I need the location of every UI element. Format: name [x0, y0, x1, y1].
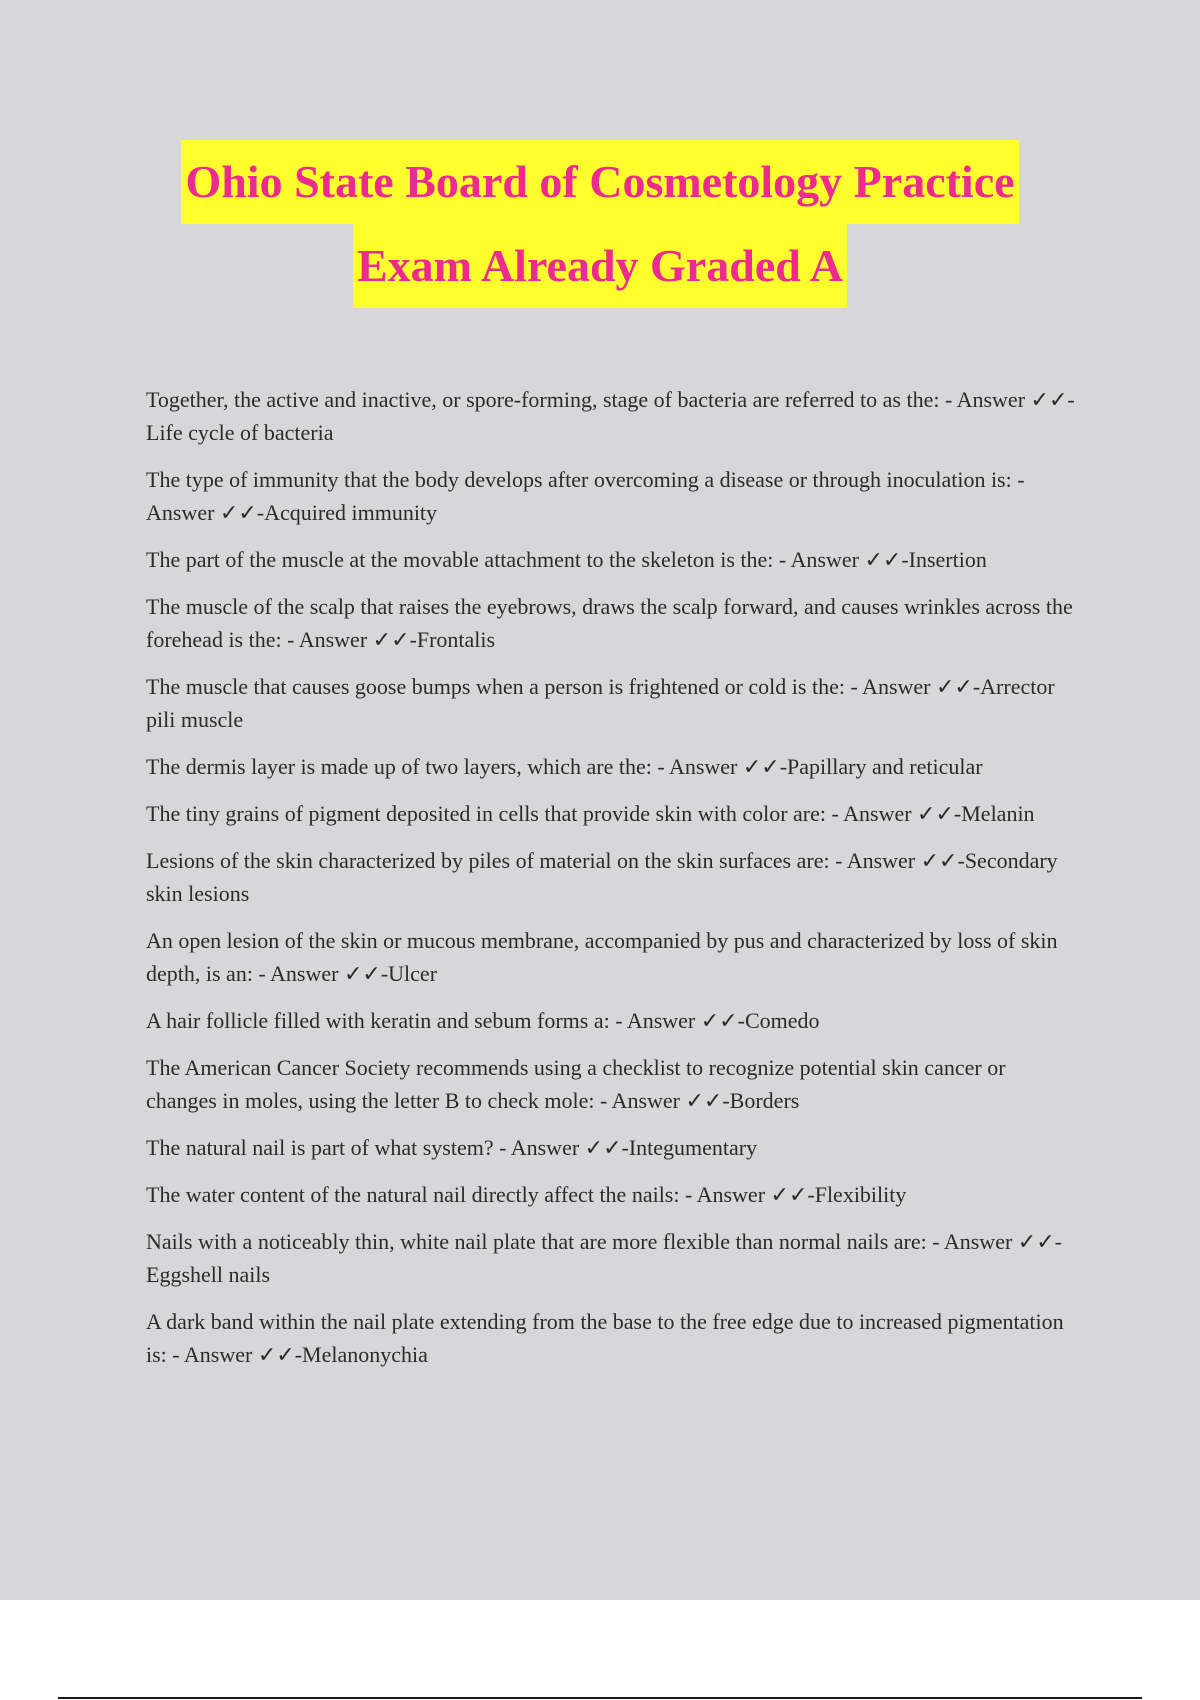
title-line-2: Exam Already Graded A: [353, 224, 847, 308]
qa-item: Together, the active and inactive, or spore-forming, stage of bacteria are referred to as the: - Answer ✓✓-Life cycle of bacteria: [146, 387, 1075, 445]
qa-item: The water content of the natural nail directly affect the nails: - Answer ✓✓-Flexibility: [146, 1182, 907, 1207]
qa-item: A dark band within the nail plate extending from the base to the free edge due to increased pigmentation is: - Answer ✓✓-Melanonychia: [146, 1309, 1064, 1367]
qa-item: The tiny grains of pigment deposited in cells that provide skin with color are: - Answer ✓✓-Melanin: [146, 801, 1035, 826]
qa-item: The natural nail is part of what system? - Answer ✓✓-Integumentary: [146, 1135, 758, 1160]
qa-item: An open lesion of the skin or mucous membrane, accompanied by pus and characterized by loss of skin depth, is an: - Answer ✓✓-Ulcer: [146, 928, 1058, 986]
qa-item: The part of the muscle at the movable attachment to the skeleton is the: - Answer ✓✓-Insertion: [146, 547, 987, 572]
qa-item: The American Cancer Society recommends using a checklist to recognize potential skin cancer or changes in moles, using the letter B to check mole: - Answer ✓✓-Borders: [146, 1055, 1006, 1113]
qa-item: The muscle that causes goose bumps when a person is frightened or cold is the: - Answer ✓✓-Arrector pili muscle: [146, 674, 1055, 732]
qa-item: The muscle of the scalp that raises the eyebrows, draws the scalp forward, and causes wrinkles across the forehead is the: - Answer ✓✓-Frontalis: [146, 594, 1073, 652]
question-answer-list: [146, 383, 1076, 1385]
qa-item: A hair follicle filled with keratin and sebum forms a: - Answer ✓✓-Comedo: [146, 1008, 820, 1033]
page-divider: [58, 1697, 1142, 1699]
qa-item: The dermis layer is made up of two layers, which are the: - Answer ✓✓-Papillary and reticular: [146, 754, 983, 779]
qa-item: Lesions of the skin characterized by piles of material on the skin surfaces are: - Answer ✓✓-Secondary skin lesions: [146, 848, 1058, 906]
title-line-1: Ohio State Board of Cosmetology Practice: [181, 140, 1018, 224]
qa-item: Nails with a noticeably thin, white nail plate that are more flexible than normal nails are: - Answer ✓✓-Eggshell nails: [146, 1229, 1062, 1287]
qa-item: The type of immunity that the body develops after overcoming a disease or through inoculation is: - Answer ✓✓-Acquired immunity: [146, 467, 1025, 525]
document-title: [0, 140, 1200, 308]
